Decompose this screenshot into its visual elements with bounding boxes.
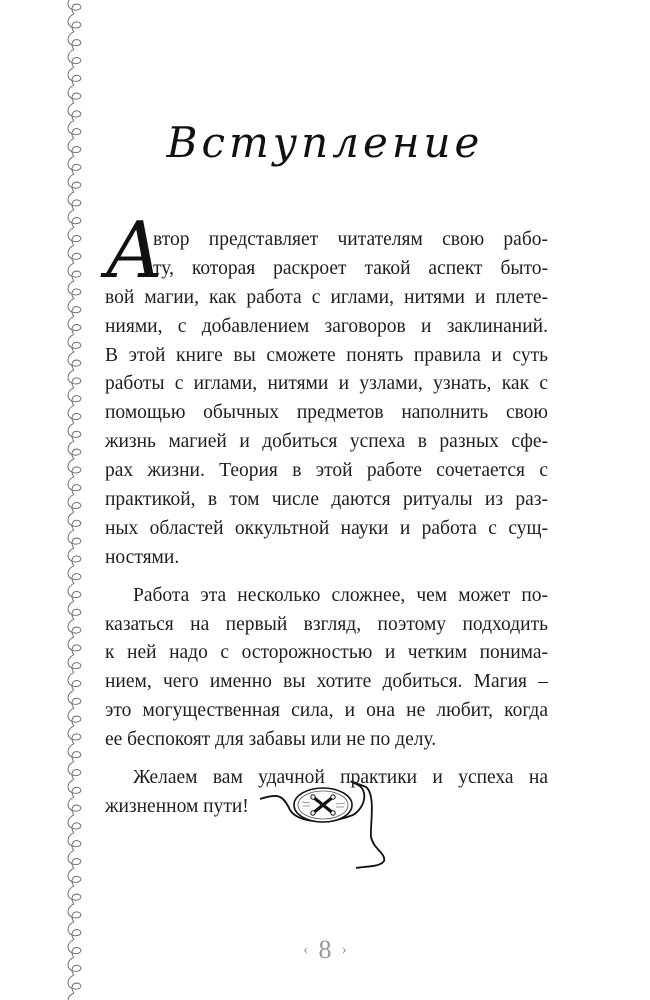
text-line: ных областей оккультной науки и работа с сущ-: [105, 517, 548, 539]
button-and-thread-icon: [258, 775, 398, 870]
text-line: это могущественная сила, и она не любит, когда: [105, 700, 548, 722]
text-line: работы с иглами, нитями и узлами, узнать, как с: [105, 373, 548, 395]
text-line: Желаем вам удачной практики и успеха на: [133, 767, 548, 789]
text-line: помощью обычных предметов наполнить свою: [105, 402, 548, 424]
page-number-value: 8: [318, 935, 332, 964]
text-line: ностями.: [105, 546, 180, 568]
page-number-right-ornament: ›: [341, 941, 347, 958]
chapter-text: [105, 206, 548, 822]
text-line: вой магии, как работа с иглами, нитями и плете-: [105, 286, 548, 308]
text-line: казаться на первый взгляд, поэтому подходить: [105, 613, 548, 635]
text-line: ту, которая раскроет такой аспект быто-: [153, 257, 548, 279]
text-line: жизнь магией и добиться успеха в разных сфе-: [105, 431, 548, 453]
paragraph-2: [105, 582, 548, 755]
text-line: к ней надо с осторожностью и четким понима-: [105, 642, 548, 664]
text-line: Работа эта несколько сложнее, чем может по-: [133, 584, 548, 606]
text-line: ниями, с добавлением заговоров и заклинаний.: [105, 315, 548, 337]
page-number: [0, 935, 650, 965]
chapter-title: Вступление: [166, 118, 484, 167]
text-line: рах жизни. Теория в этой работе сочетается с: [105, 460, 548, 482]
drop-cap: А: [105, 206, 165, 296]
text-line: ее беспокоят для забавы или не по делу.: [105, 729, 437, 751]
text-line: практикой, в том числе даются ритуалы из раз-: [105, 489, 548, 511]
paragraph-1: [105, 226, 548, 573]
text-line: нием, чего именно вы хотите добиться. Магия –: [105, 671, 548, 693]
text-line: жизненном пути!: [105, 795, 249, 817]
page-number-left-ornament: ‹: [303, 941, 309, 958]
text-line: В этой книге вы сможете понять правила и суть: [105, 344, 548, 366]
text-line: втор представляет читателям свою рабо-: [153, 229, 548, 250]
